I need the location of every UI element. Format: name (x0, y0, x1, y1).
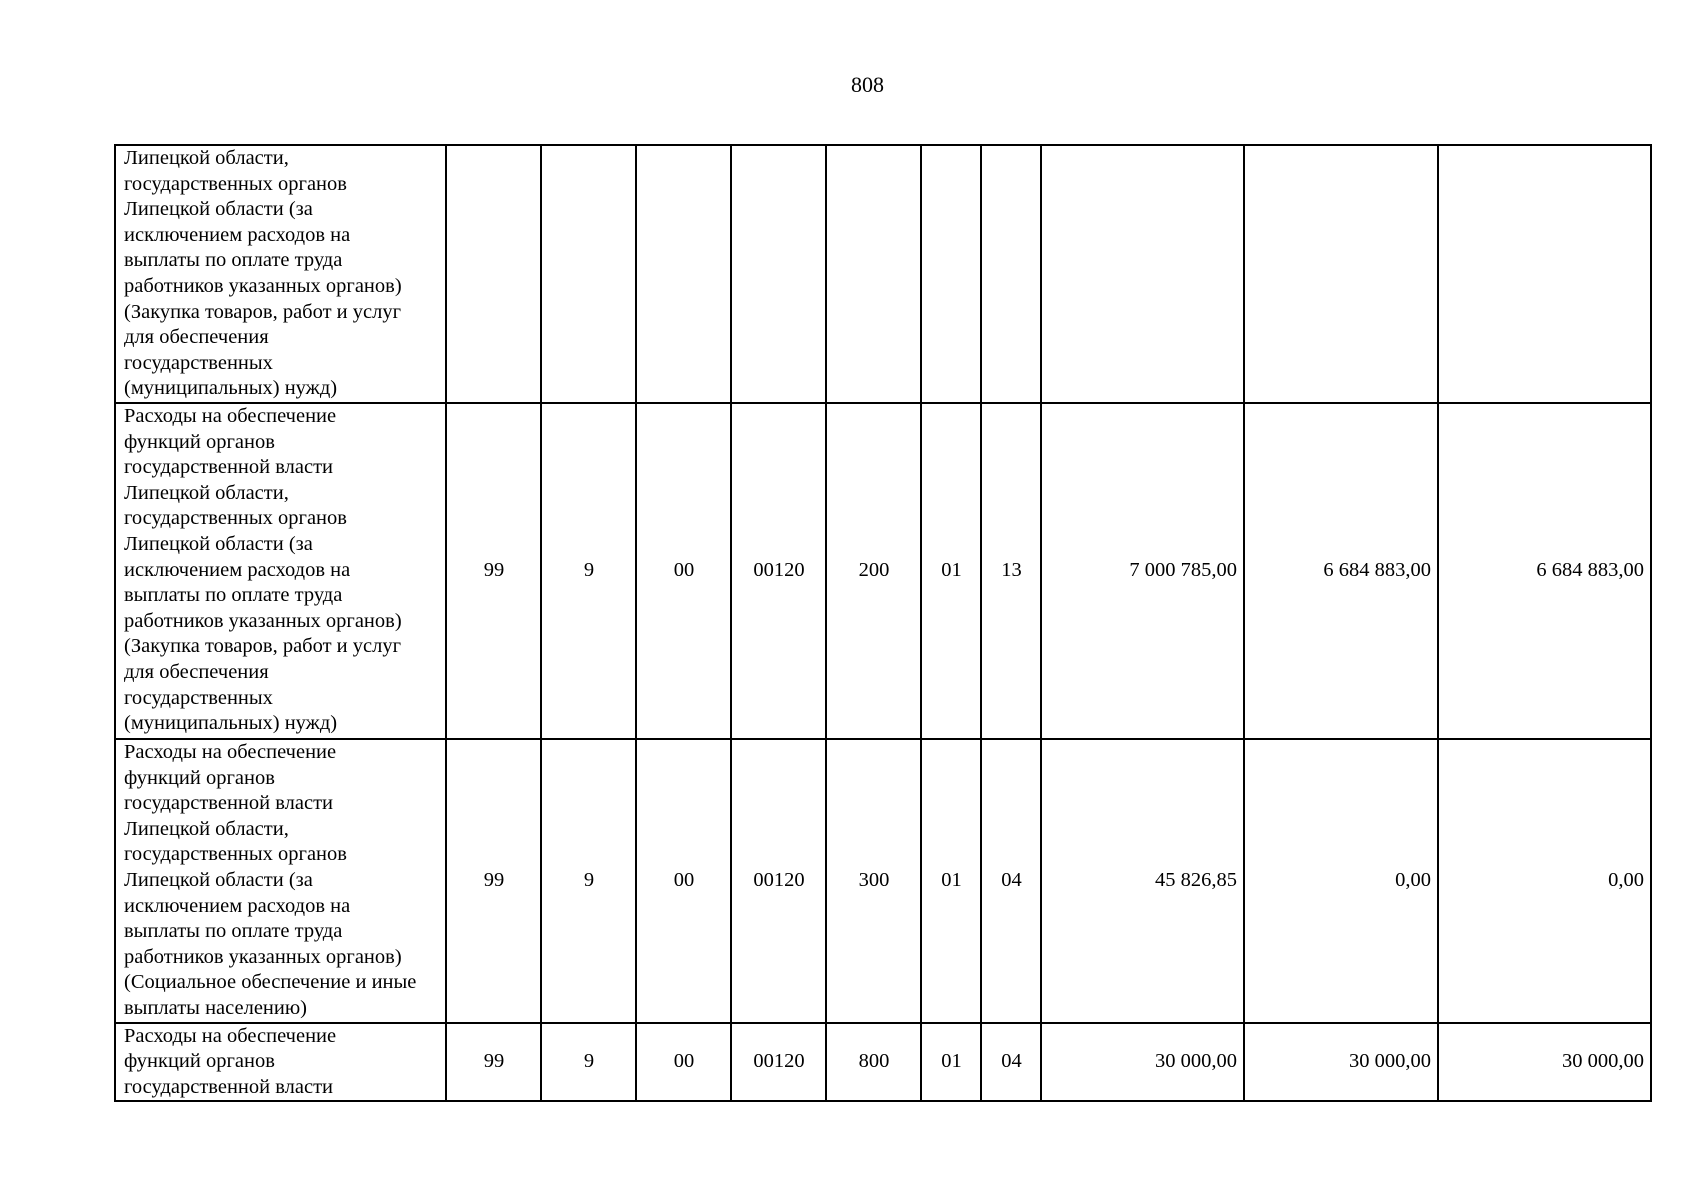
row-description: Расходы на обеспечение функций органов государственной власти Липецкой области, государственных органов Липецкой области (за исключением расходов на выплаты по оплате труда работников указанных органов) (Социальное обеспечение и иные выплаты населению) (115, 739, 446, 1023)
table-row (115, 145, 1651, 403)
amount-2-cell: 30 000,00 (1244, 1023, 1438, 1102)
amount-1-cell: 45 826,85 (1041, 739, 1244, 1023)
expense-type-cell: 200 (826, 403, 921, 739)
main-event-code-cell (636, 145, 731, 403)
subprogram-code-cell: 9 (541, 739, 636, 1023)
amount-2-cell: 0,00 (1244, 739, 1438, 1023)
table-row (115, 403, 1651, 739)
row-description: Расходы на обеспечение функций органов государственной власти Липецкой области, государственных органов Липецкой области (за исключением расходов на выплаты по оплате труда работников указанных органов) (Закупка товаров, работ и услуг для обеспечения государственных (муниципальных) нужд) (115, 403, 446, 739)
program-code-cell: 99 (446, 403, 541, 739)
subsection-cell: 04 (981, 739, 1041, 1023)
table-row (115, 739, 1651, 1023)
direction-code-cell (731, 145, 826, 403)
budget-table (114, 144, 1652, 1102)
table-row (115, 1023, 1651, 1102)
subsection-cell: 13 (981, 403, 1041, 739)
amount-1-cell: 30 000,00 (1041, 1023, 1244, 1102)
amount-2-cell: 6 684 883,00 (1244, 403, 1438, 739)
program-code-cell: 99 (446, 1023, 541, 1102)
program-code-cell (446, 145, 541, 403)
amount-3-cell (1438, 145, 1651, 403)
amount-1-cell (1041, 145, 1244, 403)
section-cell: 01 (921, 1023, 981, 1102)
subprogram-code-cell: 9 (541, 1023, 636, 1102)
direction-code-cell: 00120 (731, 739, 826, 1023)
main-event-code-cell: 00 (636, 1023, 731, 1102)
amount-1-cell: 7 000 785,00 (1041, 403, 1244, 739)
subsection-cell: 04 (981, 1023, 1041, 1102)
section-cell (921, 145, 981, 403)
row-description: Липецкой области, государственных органов Липецкой области (за исключением расходов на выплаты по оплате труда работников указанных органов) (Закупка товаров, работ и услуг для обеспечения государственных (муниципальных) нужд) (115, 145, 446, 403)
subprogram-code-cell: 9 (541, 403, 636, 739)
amount-3-cell: 6 684 883,00 (1438, 403, 1651, 739)
amount-2-cell (1244, 145, 1438, 403)
expense-type-cell (826, 145, 921, 403)
section-cell: 01 (921, 739, 981, 1023)
subsection-cell (981, 145, 1041, 403)
direction-code-cell: 00120 (731, 1023, 826, 1102)
subprogram-code-cell (541, 145, 636, 403)
amount-3-cell: 0,00 (1438, 739, 1651, 1023)
main-event-code-cell: 00 (636, 739, 731, 1023)
direction-code-cell: 00120 (731, 403, 826, 739)
expense-type-cell: 300 (826, 739, 921, 1023)
section-cell: 01 (921, 403, 981, 739)
page-number: 808 (851, 72, 884, 97)
expense-type-cell: 800 (826, 1023, 921, 1102)
amount-3-cell: 30 000,00 (1438, 1023, 1651, 1102)
main-event-code-cell: 00 (636, 403, 731, 739)
program-code-cell: 99 (446, 739, 541, 1023)
row-description: Расходы на обеспечение функций органов государственной власти (115, 1023, 446, 1102)
